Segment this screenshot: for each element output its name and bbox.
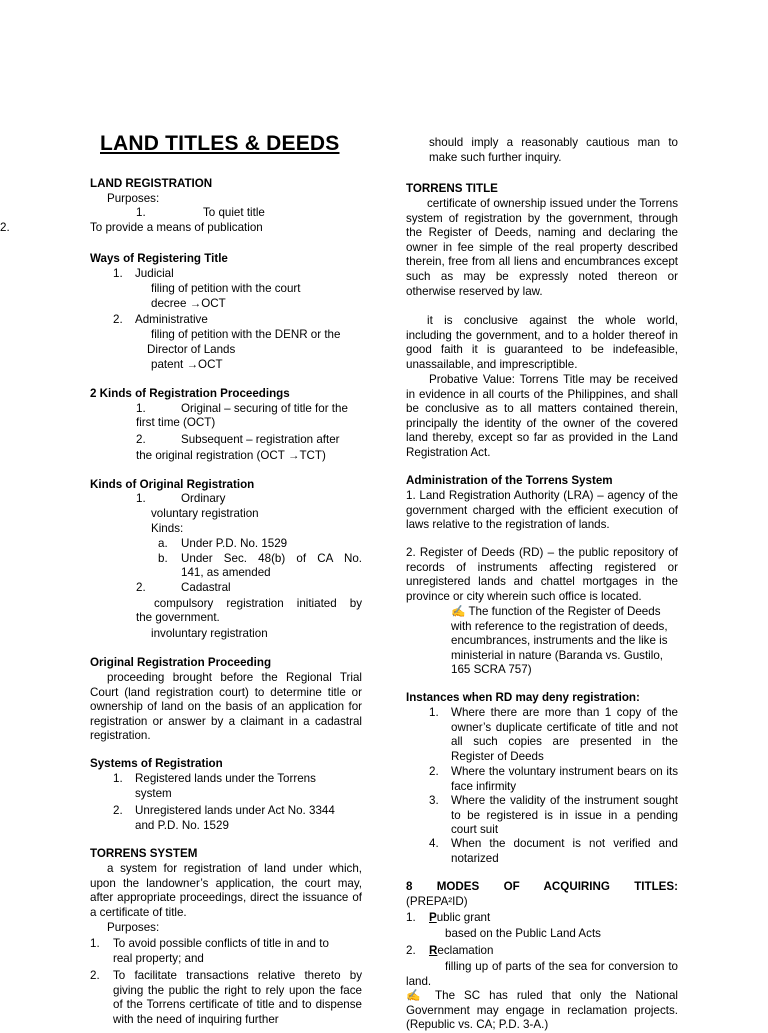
torrens-system-heading: TORRENS SYSTEM bbox=[90, 847, 198, 860]
list-number: 1. bbox=[113, 267, 123, 280]
list-number: 2. bbox=[136, 433, 146, 446]
list-number: 2. bbox=[113, 804, 123, 817]
ways-heading: Ways of Registering Title bbox=[90, 252, 228, 265]
systems-heading: Systems of Registration bbox=[90, 757, 223, 770]
list-item: Subsequent – registration after bbox=[181, 433, 340, 446]
mode-label: eclamation bbox=[437, 944, 494, 957]
list-item: Where the validity of the instrument sought to be registered is in issue in a pending court suit bbox=[451, 794, 678, 837]
list-item: first time (OCT) bbox=[136, 416, 216, 429]
mode-initial: R bbox=[429, 944, 438, 957]
list-item: Unregistered lands under Act No. 3344 bbox=[135, 804, 335, 817]
list-item: Ordinary bbox=[181, 492, 226, 505]
list-number: 1. bbox=[136, 206, 146, 219]
sub-item: the government. bbox=[136, 611, 220, 624]
purposes-label: Purposes: bbox=[107, 192, 160, 205]
list-number: 2. bbox=[136, 581, 146, 594]
list-item bbox=[429, 944, 493, 959]
admin-note bbox=[451, 605, 678, 678]
list-item: To facilitate transactions relative thereto by giving the public the right to rely upon the face of the Torrens certificate of title and to dispense with the need of inquiring further bbox=[113, 969, 362, 1026]
torrens-title-heading: TORRENS TITLE bbox=[406, 182, 498, 195]
list-number: 2. bbox=[0, 221, 10, 234]
modes-heading: 8 MODES OF ACQUIRING TITLES: bbox=[406, 880, 678, 893]
modes-acronym: (PREPA²ID) bbox=[406, 895, 468, 908]
page-title: LAND TITLES & DEEDS bbox=[100, 132, 340, 155]
sub-item: Under P.D. No. 1529 bbox=[181, 537, 288, 550]
list-item: and P.D. No. 1529 bbox=[135, 819, 229, 832]
admin-note-text: The function of the Register of Deeds with reference to the registration of deeds, encumbrances, instruments and the like is ministerial in nature (Baranda vs. Gustilo, 165 SCRA 757) bbox=[451, 605, 668, 677]
continued-text: should imply a reasonably cautious man to make such further inquiry. bbox=[429, 136, 678, 164]
list-number: 2. bbox=[90, 969, 100, 982]
sub-item: filing of petition with the DENR or the bbox=[151, 328, 341, 341]
list-item: Cadastral bbox=[181, 581, 231, 594]
kinds-label: Kinds: bbox=[151, 522, 184, 535]
list-item: Administrative bbox=[135, 313, 208, 326]
torrens-title-p3: Probative Value: Torrens Title may be received in evidence in all courts of the Philippines, and shall be conclusive as to all matters contained therein, principally the identity of the owner of the covered land thereby, except so far as provided in the Land Registration Act. bbox=[406, 373, 678, 459]
list-item: real property; and bbox=[113, 952, 204, 965]
orig-proceeding-heading: Original Registration Proceeding bbox=[90, 656, 272, 669]
list-number: 1. bbox=[406, 911, 416, 924]
list-item: Original – securing of title for the bbox=[181, 402, 348, 415]
kinds-original-heading: Kinds of Original Registration bbox=[90, 478, 255, 491]
torrens-system-text: a system for registration of land under which, upon the landowner’s application, the court may, after appropriate proceedings, direct the issuance of a certificate of title. bbox=[90, 862, 362, 919]
hand-writing-icon: ✍ bbox=[406, 989, 427, 1002]
sub-item: involuntary registration bbox=[151, 627, 268, 640]
sub-item: decree →OCT bbox=[151, 297, 226, 310]
list-item: system bbox=[135, 787, 172, 800]
torrens-title-p1: certificate of ownership issued under the Torrens system of registration by the government, through the Register of Deeds, naming and declaring the owner in fee simple of the real property described therein, free from all liens and encumbrances except such as may be expressly noted thereon or otherwise reserved by law. bbox=[406, 197, 678, 298]
sub-item: based on the Public Land Acts bbox=[445, 927, 601, 940]
list-number: 4. bbox=[429, 837, 439, 850]
modes-note-text: The SC has ruled that only the National Government may engage in reclamation projects. (Republic vs. CA; P.D. 3-A.) bbox=[406, 989, 678, 1032]
sub-item: 141, as amended bbox=[181, 566, 271, 579]
sub-item: filling up of parts of the sea for conversion to land. bbox=[406, 960, 678, 988]
mode-initial: P bbox=[429, 911, 437, 924]
list-number: 1. bbox=[90, 937, 100, 950]
list-item: When the document is not verified and notarized bbox=[451, 837, 678, 865]
list-item: To provide a means of publication bbox=[90, 221, 263, 234]
sub-item: filing of petition with the court bbox=[151, 282, 301, 295]
list-letter: b. bbox=[158, 552, 168, 565]
deny-heading: Instances when RD may deny registration: bbox=[406, 691, 640, 704]
orig-proceeding-text: proceeding brought before the Regional Trial Court (land registration court) to determine title or ownership of land on the basis of an application for registration or answer by a claimant in a cadastral registration. bbox=[90, 671, 362, 743]
admin-heading: Administration of the Torrens System bbox=[406, 474, 613, 487]
purposes-label: Purposes: bbox=[107, 921, 160, 934]
list-item: Where there are more than 1 copy of the owner’s duplicate certificate of title and not all such copies are presented in the Register of Deeds bbox=[451, 706, 678, 763]
list-number: 1. bbox=[136, 402, 146, 415]
list-number: 1. bbox=[136, 492, 146, 505]
list-item: To avoid possible conflicts of title in and to bbox=[113, 937, 329, 950]
sub-item: compulsory registration initiated by bbox=[154, 597, 362, 610]
sub-item: Under Sec. 48(b) of CA No. bbox=[181, 552, 362, 565]
land-registration-heading: LAND REGISTRATION bbox=[90, 177, 213, 190]
list-number: 2. bbox=[406, 944, 416, 957]
list-item: the original registration (OCT →TCT) bbox=[136, 449, 326, 462]
list-number: 2. bbox=[429, 765, 439, 778]
list-item: Registered lands under the Torrens bbox=[135, 772, 316, 785]
hand-writing-icon: ✍ bbox=[451, 605, 466, 618]
list-number: 3. bbox=[429, 794, 439, 807]
list-item: Judicial bbox=[135, 267, 174, 280]
mode-label: ublic grant bbox=[436, 911, 491, 924]
list-item: To quiet title bbox=[203, 206, 265, 219]
sub-item: patent →OCT bbox=[151, 358, 223, 371]
admin-p1: 1. Land Registration Authority (LRA) – agency of the government charged with the efficient execution of laws relative to the registration of lands. bbox=[406, 489, 678, 532]
admin-p2: 2. Register of Deeds (RD) – the public repository of records of instruments affecting registered or unregistered lands and chattel mortgages in the province or city wherein such office is located. bbox=[406, 546, 678, 603]
list-item bbox=[429, 911, 490, 926]
list-number: 1. bbox=[429, 706, 439, 719]
list-number: 2. bbox=[113, 313, 123, 326]
modes-note bbox=[406, 989, 678, 1033]
list-item: Where the voluntary instrument bears on its face infirmity bbox=[451, 765, 678, 793]
kinds-proceedings-heading: 2 Kinds of Registration Proceedings bbox=[90, 387, 290, 400]
sub-item: voluntary registration bbox=[151, 507, 259, 520]
list-number: 1. bbox=[113, 772, 123, 785]
sub-item: Director of Lands bbox=[147, 343, 236, 356]
list-letter: a. bbox=[158, 537, 168, 550]
torrens-title-p2: it is conclusive against the whole world, including the government, and to a holder thereof in good faith it is guaranteed to be indefeasible, unassailable, and imprescriptible. bbox=[406, 314, 678, 371]
